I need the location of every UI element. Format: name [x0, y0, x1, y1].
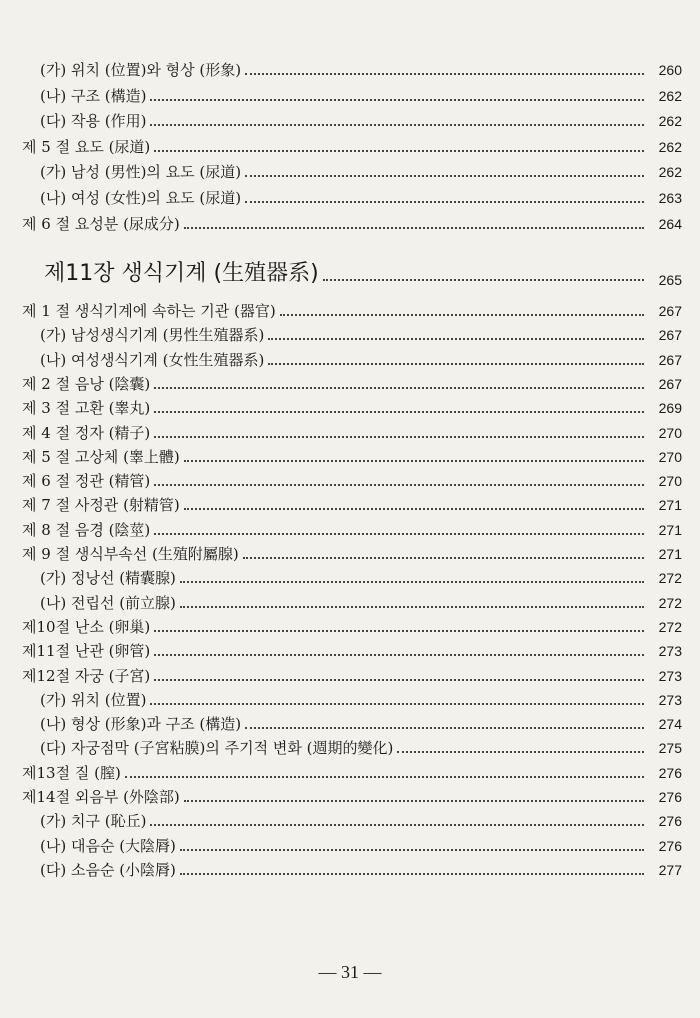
toc-entry-page: 262	[658, 138, 682, 155]
toc-entry-title: 제13절 질 (膣)	[22, 763, 121, 782]
dot-leader	[184, 508, 644, 510]
toc-entry-title: (나) 전립선 (前立腺)	[40, 593, 176, 612]
toc-entry-title: (나) 형상 (形象)과 구조 (構造)	[40, 715, 242, 734]
dot-leader	[154, 411, 644, 413]
toc-entry-title: 제 1 절 생식기계에 속하는 기관 (器官)	[22, 302, 276, 320]
dot-leader	[245, 73, 644, 75]
dot-leader	[180, 581, 644, 583]
toc-entry-page: 262	[658, 164, 682, 181]
dot-leader	[150, 99, 644, 101]
toc-entry-title: 제 9 절 생식부속선 (生殖附屬腺)	[22, 545, 239, 563]
toc-entry-page: 273	[658, 691, 682, 708]
toc-entry-page: 271	[658, 546, 682, 562]
toc-section-row	[22, 541, 682, 563]
toc-subsection-row	[40, 159, 682, 181]
chapter-page: 265	[658, 272, 682, 288]
toc-entry-title: (다) 소음순 (小陰脣)	[40, 860, 176, 879]
dot-leader	[180, 606, 644, 608]
toc-entry-title: 제 6 절 정관 (精管)	[22, 472, 151, 491]
toc-entry-title: (가) 위치 (位置)	[40, 690, 147, 709]
toc-entry-page: 274	[658, 716, 682, 733]
toc-subsection-row	[40, 590, 682, 612]
dot-leader	[323, 279, 644, 281]
toc-section-row	[22, 663, 682, 685]
toc-entry-title: (나) 여성생식기계 (女性生殖器系)	[40, 350, 265, 369]
toc-entry-page: 260	[658, 62, 682, 78]
toc-entry-page: 276	[658, 764, 682, 781]
dot-leader	[150, 824, 644, 826]
toc-section-row	[22, 395, 682, 417]
dot-leader	[268, 338, 644, 340]
toc-entry-page: 270	[658, 473, 682, 490]
toc-section-row	[22, 468, 682, 490]
toc-section-row	[22, 492, 682, 514]
toc-entry-title: 제14절 외음부 (外陰部)	[22, 788, 180, 806]
toc-section-row	[22, 784, 682, 806]
toc-subsection-row	[40, 57, 682, 79]
toc-subsection-row	[40, 565, 682, 587]
dot-leader	[245, 201, 644, 203]
toc-section-row	[22, 298, 682, 320]
toc-entry-page: 269	[658, 400, 682, 417]
toc-section-row	[22, 614, 682, 636]
page-number: — 31 —	[318, 962, 382, 982]
dot-leader	[184, 800, 644, 802]
dot-leader	[184, 227, 644, 229]
toc-entry-page: 272	[658, 570, 682, 587]
dot-leader	[154, 679, 644, 681]
chapter-title: 제11장 생식기계 (生殖器系)	[44, 261, 319, 286]
toc-entry-title: 제 2 절 음낭 (陰囊)	[22, 374, 151, 393]
dot-leader	[243, 557, 644, 559]
toc-subsection-row	[40, 735, 682, 757]
toc-entry-title: (나) 구조 (構造)	[40, 86, 147, 105]
toc-entry-page: 276	[658, 813, 682, 830]
toc-entry-title: 제 4 절 정자 (精子)	[22, 423, 151, 442]
toc-subsection-row	[40, 185, 682, 207]
toc-entry-page: 272	[658, 618, 682, 635]
toc-entry-page: 270	[658, 448, 682, 465]
dot-leader	[184, 460, 644, 462]
toc-entry-title: (가) 정낭선 (精囊腺)	[40, 569, 176, 588]
toc-subsection-row	[40, 857, 682, 879]
toc-entry-page: 276	[658, 789, 682, 805]
dot-leader	[397, 751, 644, 753]
dot-leader	[280, 314, 644, 316]
toc-entry-title: 제10절 난소 (卵巢)	[22, 617, 151, 636]
toc-section-row	[22, 760, 682, 782]
dot-leader	[154, 654, 644, 656]
toc-entry-page: 267	[658, 327, 682, 344]
toc-entry-title: (다) 작용 (作用)	[40, 112, 147, 131]
toc-subsection-row	[40, 322, 682, 344]
dot-leader	[154, 484, 644, 486]
toc-entry-page: 267	[658, 351, 682, 368]
dot-leader	[268, 363, 644, 365]
dot-leader	[245, 175, 644, 177]
dot-leader	[180, 849, 644, 851]
dot-leader	[150, 124, 644, 126]
toc-section-row	[22, 134, 682, 156]
dot-leader	[154, 387, 644, 389]
toc-entry-page: 270	[658, 424, 682, 441]
toc-entry-title: (다) 자궁점막 (子宮粘膜)의 주기적 변화 (週期的變化)	[40, 739, 394, 758]
toc-subsection-row	[40, 347, 682, 369]
toc-entry-title: (나) 여성 (女性)의 요도 (尿道)	[40, 189, 242, 207]
toc-subsection-row	[40, 808, 682, 830]
dot-leader	[154, 436, 644, 438]
toc-entry-title: 제 8 절 음경 (陰莖)	[22, 520, 151, 539]
toc-entry-title: (나) 대음순 (大陰脣)	[40, 836, 176, 855]
toc-section-row	[22, 517, 682, 539]
toc-entry-title: (가) 위치 (位置)와 형상 (形象)	[40, 61, 242, 79]
toc-subsection-row	[40, 833, 682, 855]
dot-leader	[150, 703, 644, 705]
toc-entry-title: 제11절 난관 (卵管)	[22, 642, 151, 661]
dot-leader	[154, 533, 644, 535]
dot-leader	[154, 630, 644, 632]
toc-entry-title: (가) 남성 (男性)의 요도 (尿道)	[40, 163, 242, 182]
toc-entry-page: 277	[658, 861, 682, 878]
toc-entry-page: 264	[658, 215, 682, 232]
toc-entry-title: 제 7 절 사정관 (射精管)	[22, 496, 180, 515]
dot-leader	[245, 727, 644, 729]
toc-subsection-row	[40, 83, 682, 105]
toc-section-row	[22, 371, 682, 393]
toc-entry-page: 275	[658, 740, 682, 757]
toc-section-row	[22, 211, 682, 233]
toc-entry-page: 267	[658, 303, 682, 319]
toc-subsection-row	[40, 108, 682, 130]
toc-entry-page: 267	[658, 375, 682, 392]
toc-entry-page: 272	[658, 594, 682, 611]
toc-entry-page: 273	[658, 643, 682, 660]
toc-entry-title: 제12절 자궁 (子宮)	[22, 666, 151, 685]
toc-subsection-row	[40, 711, 682, 733]
toc-entry-title: 제 5 절 요도 (尿道)	[22, 137, 151, 156]
toc-entry-title: (가) 치구 (恥丘)	[40, 812, 147, 831]
dot-leader	[125, 776, 644, 778]
toc-entry-page: 273	[658, 667, 682, 684]
toc-section-row	[22, 638, 682, 660]
toc-section-row	[22, 444, 682, 466]
chapter-heading	[44, 254, 682, 288]
toc-entry-page: 262	[658, 113, 682, 130]
toc-entry-title: 제 5 절 고상체 (睾上體)	[22, 447, 180, 466]
toc-entry-page: 263	[658, 190, 682, 206]
toc-entry-title: 제 6 절 요성분 (尿成分)	[22, 214, 180, 233]
toc-entry-page: 276	[658, 837, 682, 854]
dot-leader	[154, 150, 644, 152]
toc-entry-page: 262	[658, 87, 682, 104]
toc-section-row	[22, 420, 682, 442]
toc-subsection-row	[40, 687, 682, 709]
toc-entry-title: 제 3 절 고환 (睾丸)	[22, 399, 151, 418]
toc-entry-page: 271	[658, 521, 682, 538]
toc-entry-page: 271	[658, 497, 682, 514]
toc-entry-title: (가) 남성생식기계 (男性生殖器系)	[40, 326, 265, 345]
dot-leader	[180, 873, 644, 875]
